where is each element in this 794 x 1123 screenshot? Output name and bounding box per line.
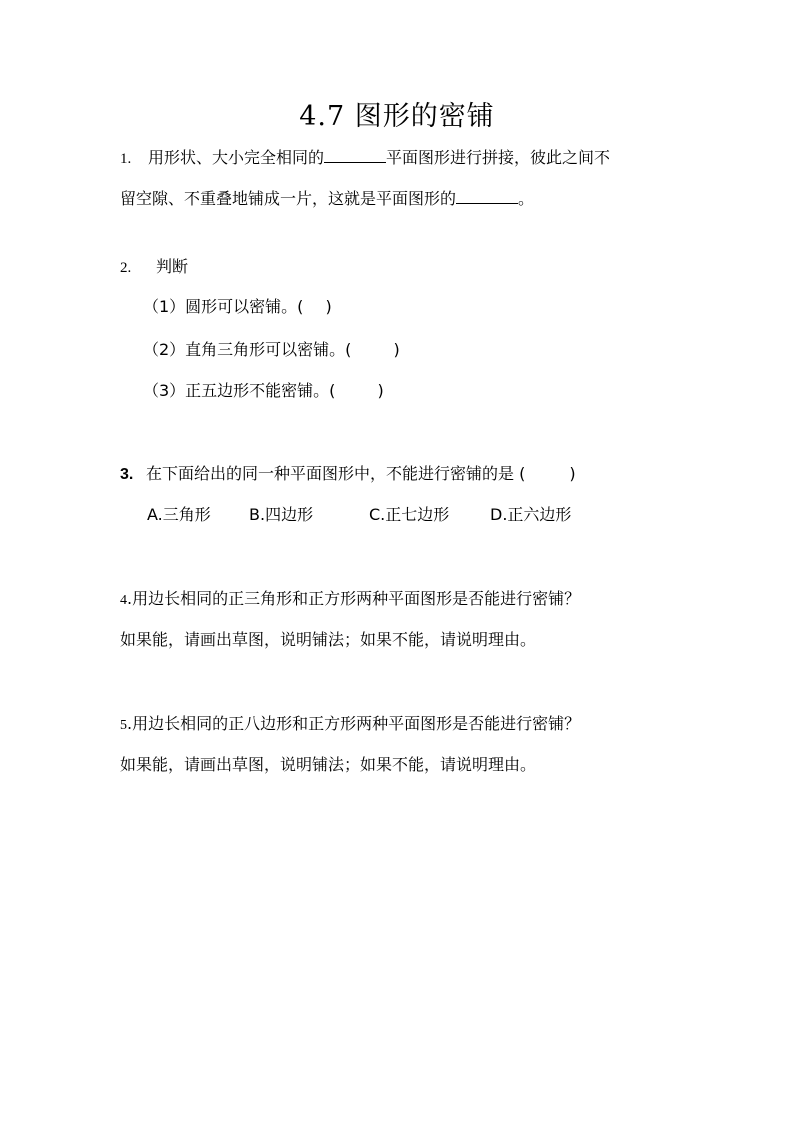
question-1-blank-2[interactable] [456,189,518,204]
question-3-option-a[interactable]: A.三角形 [147,505,211,524]
question-5-line-2 [120,755,536,775]
question-2-label: 判断 [156,257,189,276]
question-2-item-3-close: ) [377,381,384,400]
question-2-item-1-text: （1）圆形可以密铺。( [143,297,304,316]
question-4-number: 4 [120,593,127,608]
question-1-line-1 [120,148,610,169]
question-3-options [147,505,571,525]
question-2-number: 2. [120,260,132,276]
question-2-item-2-text: （2）直角三角形可以密铺。( [143,340,352,359]
question-1-number: 1. [120,151,132,167]
question-2-item-2 [143,340,400,360]
question-1-text-c: 留空隙、不重叠地铺成一片，这就是平面图形的 [120,189,457,208]
question-2-item-3-text: （3）正五边形不能密铺。( [143,381,336,400]
question-5-text-2: 如果能，请画出草图，说明铺法；如果不能，请说明理由。 [120,755,537,774]
question-3-option-b[interactable]: B.四边形 [249,505,314,524]
question-3-text: 在下面给出的同一种平面图形中，不能进行密铺的是 ( [146,464,526,483]
question-5-line-1 [120,714,580,736]
question-3-stem [120,464,576,485]
question-1-text-b: 平面图形进行拼接，彼此之间不 [386,148,611,167]
question-2-item-1-close: ) [325,297,332,316]
question-1-text-d: 。 [518,189,535,208]
question-4-text-1: .用边长相同的正三角形和正方形两种平面图形是否能进行密铺？ [127,589,581,608]
question-3-option-c[interactable]: C.正七边形 [369,505,450,524]
question-5-text-1: .用边长相同的正八边形和正方形两种平面图形是否能进行密铺？ [127,714,581,733]
question-1-blank-1[interactable] [324,148,386,163]
question-3-number: 3. [120,466,134,483]
page-title: 4.7 图形的密铺 [299,101,495,132]
question-4-line-1 [120,589,580,611]
question-1-line-2 [120,189,534,209]
question-3-close: ) [569,464,576,483]
question-2-header [120,257,188,278]
question-2-item-2-close: ) [393,340,400,359]
question-5-number: 5 [120,718,127,733]
question-4-text-2: 如果能，请画出草图，说明铺法；如果不能，请说明理由。 [120,630,537,649]
question-2-item-3 [143,381,384,401]
question-2-item-1 [143,297,332,317]
question-4-line-2 [120,630,536,650]
question-3-option-d[interactable]: D.正六边形 [490,505,572,524]
question-1-text-a: 用形状、大小完全相同的 [148,148,325,167]
